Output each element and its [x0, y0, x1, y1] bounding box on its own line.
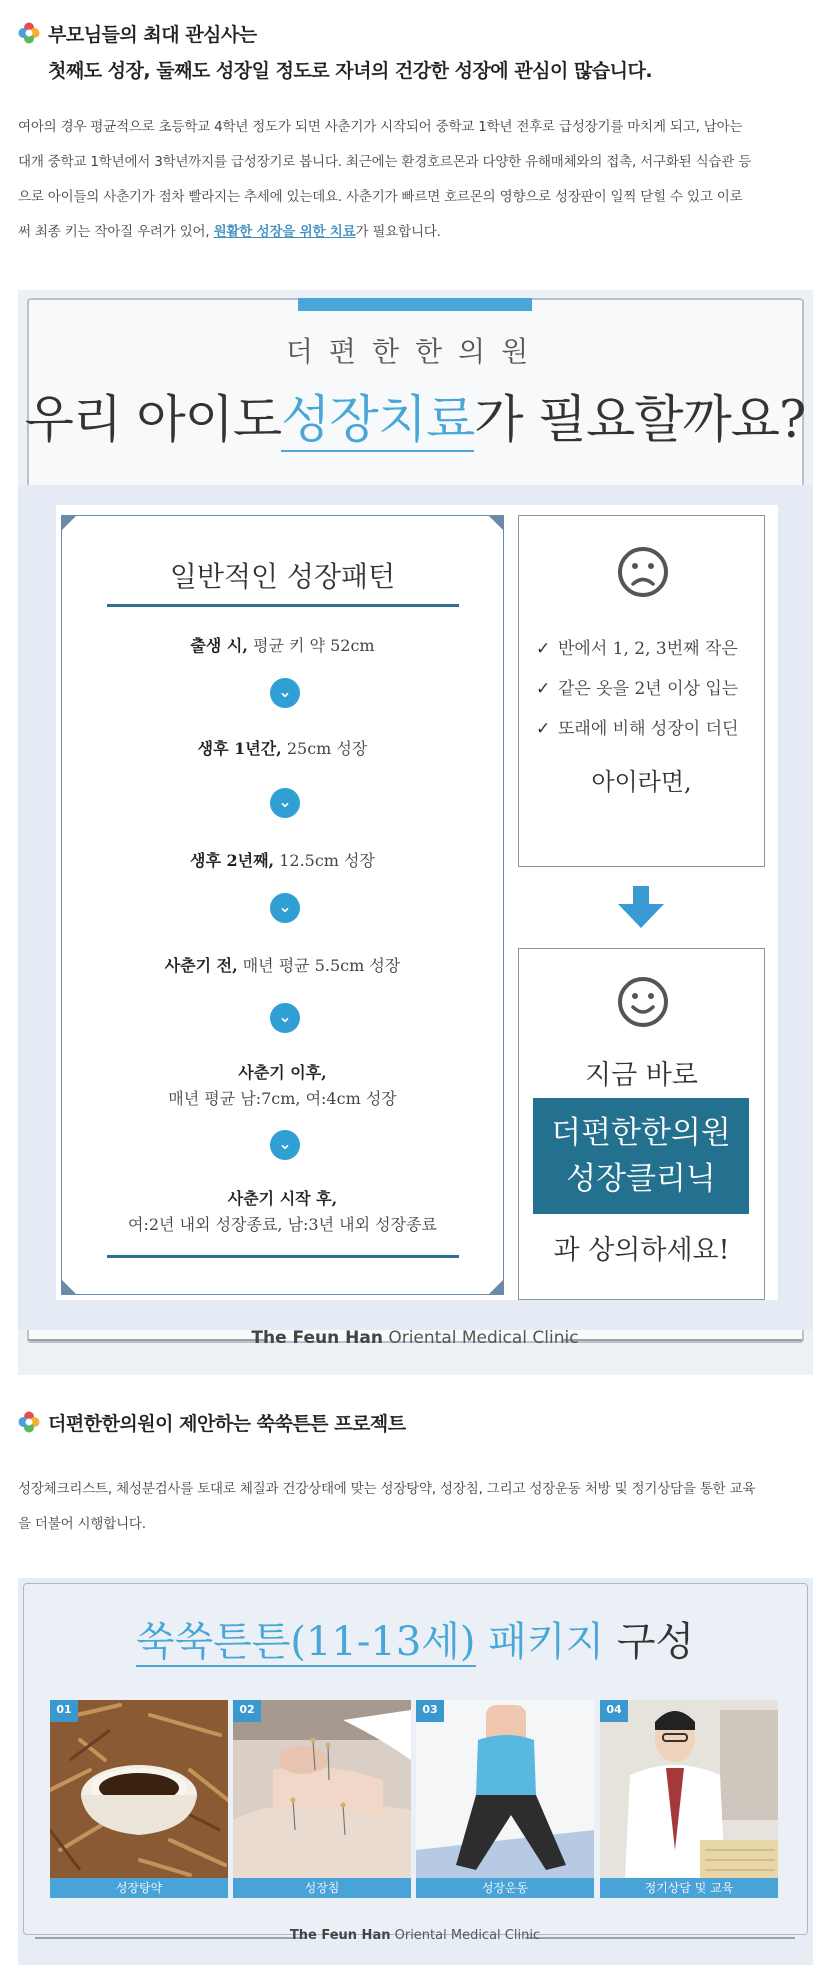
- clinic-footer: [0, 1328, 830, 1348]
- step-text: 매년 평균 5.5cm 성장: [237, 956, 401, 975]
- growth-step: [61, 1060, 504, 1112]
- section-heading: 부모님들의 최대 관심사는: [48, 24, 257, 46]
- pattern-title: 일반적인 성장패턴: [169, 560, 396, 593]
- package-card[interactable]: [600, 1700, 778, 1898]
- para-line: 여아의 경우 평균적으로 초등학교 4학년 정도가 되면 사춘기가 시작되어 중학교 1학년 전후로 급성장기를 마치게 되고, 남아는: [18, 119, 743, 135]
- para-text: 써 최종 키는 작아질 우려가 있어,: [18, 224, 214, 240]
- step-text: 25cm 성장: [281, 739, 368, 758]
- card-number: 03: [416, 1700, 444, 1722]
- kid-text: 아이라면,: [591, 768, 692, 796]
- growth-step: [61, 1186, 504, 1238]
- exercise-image: [416, 1700, 594, 1878]
- step-text: 여:2년 내외 성장종료, 남:3년 내외 성장종료: [128, 1215, 437, 1234]
- down-arrow-icon: [618, 886, 664, 928]
- now-text: 지금 바로: [585, 1060, 698, 1091]
- intro-paragraph: [18, 110, 813, 250]
- step-text: 매년 평균 남:7cm, 여:4cm 성장: [168, 1089, 397, 1108]
- question-highlight: 성장치료: [281, 391, 475, 450]
- section-heading: 더편한한의원이 제안하는 쑥쑥튼튼 프로젝트: [48, 1413, 406, 1435]
- down-chevron-icon: ⌄: [270, 788, 300, 818]
- corner-decoration: [486, 515, 504, 533]
- clinic-block-line: 더편한한의원: [551, 1115, 731, 1151]
- title-highlight: 쑥쑥튼튼(11-13세): [135, 1619, 476, 1665]
- down-chevron-icon: ⌄: [270, 678, 300, 708]
- check-text: 같은 옷을 2년 이상 입는: [558, 679, 739, 699]
- down-chevron-icon: ⌄: [270, 1130, 300, 1160]
- card-label: 성장운동: [416, 1878, 594, 1898]
- section-subheading: 첫째도 성장, 둘째도 성장일 정도로 자녀의 건강한 성장에 관심이 많습니다.: [48, 60, 653, 82]
- check-item: [536, 634, 738, 659]
- accent-bar: [298, 298, 532, 311]
- project-paragraph: [18, 1472, 813, 1542]
- down-chevron-icon: ⌄: [270, 1003, 300, 1033]
- divider: [107, 604, 459, 607]
- check-text: 반에서 1, 2, 3번째 작은: [558, 639, 738, 659]
- package-title: [0, 1610, 830, 1667]
- footer-rest: Oriental Medical Clinic: [382, 1328, 579, 1348]
- happy-face-icon: [617, 976, 669, 1028]
- consult-text: 과 상의하세요!: [553, 1235, 730, 1266]
- corner-decoration: [61, 515, 79, 533]
- growth-step: [61, 736, 504, 762]
- growth-step: [61, 953, 504, 979]
- package-card[interactable]: [50, 1700, 228, 1898]
- step-bold: 생후 2년째,: [190, 851, 275, 870]
- clinic-block-line: 성장클리닉: [566, 1161, 716, 1197]
- para-line: 으로 아이들의 사춘기가 점차 빨라지는 추세에 있는데요. 사춘기가 빠르면 호르몬의 영향으로 성장판이 일찍 닫힐 수 있고 이로: [18, 189, 743, 205]
- herbal-medicine-image: [50, 1700, 228, 1878]
- para-line: 을 더불어 시행합니다.: [18, 1516, 146, 1532]
- step-text: 12.5cm 성장: [274, 851, 375, 870]
- title-mid: 패키지: [475, 1619, 605, 1665]
- check-icon: ✓: [536, 639, 551, 659]
- para-line: [18, 215, 813, 250]
- para-line: 성장체크리스트, 체성분검사를 토대로 체질과 건강상태에 맞는 성장탕약, 성장침, 그리고 성장운동 처방 및 정기상담을 통한 교육: [18, 1481, 756, 1497]
- step-bold: 사춘기 시작 후,: [227, 1189, 338, 1208]
- footer-rest: Oriental Medical Clinic: [390, 1928, 541, 1943]
- check-item: [536, 674, 738, 699]
- question-text: 우리 아이도: [24, 391, 282, 450]
- step-bold: 사춘기 전,: [164, 956, 238, 975]
- down-chevron-icon: ⌄: [270, 893, 300, 923]
- para-line: 대개 중학교 1학년에서 3학년까지를 급성장기로 봅니다. 최근에는 환경호르몬과 다양한 유해매체와의 접촉, 서구화된 식습관 등: [18, 154, 752, 170]
- divider: [107, 1255, 459, 1258]
- flower-icon: [18, 1411, 40, 1433]
- question-text: 가 필요할까요?: [474, 391, 806, 450]
- step-bold: 생후 1년간,: [197, 739, 282, 758]
- clinic-block: [533, 1098, 749, 1214]
- step-bold: 출생 시,: [190, 636, 248, 655]
- clinic-name: 더편한한의원: [285, 335, 545, 368]
- package-card[interactable]: [416, 1700, 594, 1898]
- check-text: 또래에 비해 성장이 더딘: [558, 719, 739, 739]
- card-label: 성장탕약: [50, 1878, 228, 1898]
- main-question: [0, 378, 830, 452]
- package-card[interactable]: [233, 1700, 411, 1898]
- step-text: 평균 키 약 52cm: [247, 636, 375, 655]
- title-post: 구성: [604, 1619, 695, 1665]
- flower-icon: [18, 22, 40, 44]
- card-number: 04: [600, 1700, 628, 1722]
- growth-step: [61, 848, 504, 874]
- footer-bold: The Feun Han: [251, 1328, 383, 1348]
- para-text: 가 필요합니다.: [355, 224, 441, 240]
- clinic-footer: [0, 1928, 830, 1943]
- card-label: 정기상담 및 교육: [600, 1878, 778, 1898]
- doctor-consultation-image: [600, 1700, 778, 1878]
- check-icon: ✓: [536, 679, 551, 699]
- check-item: [536, 714, 738, 739]
- card-number: 01: [50, 1700, 78, 1722]
- card-label: 성장침: [233, 1878, 411, 1898]
- check-icon: ✓: [536, 719, 551, 739]
- corner-decoration: [61, 1277, 79, 1295]
- card-number: 02: [233, 1700, 261, 1722]
- acupuncture-image: [233, 1700, 411, 1878]
- sad-face-icon: [617, 546, 669, 598]
- corner-decoration: [486, 1277, 504, 1295]
- growth-step: [61, 633, 504, 659]
- footer-bold: The Feun Han: [289, 1928, 391, 1943]
- step-bold: 사춘기 이후,: [238, 1063, 327, 1082]
- treatment-link[interactable]: 원활한 성장을 위한 치료: [213, 224, 356, 240]
